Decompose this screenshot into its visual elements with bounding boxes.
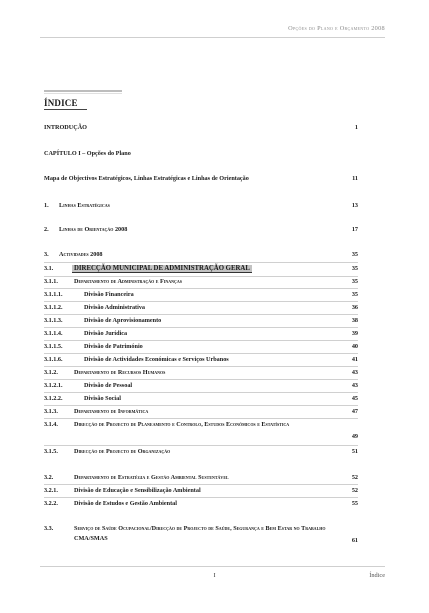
toc-entry-page: 36 — [351, 304, 358, 311]
toc-entry-number: 3. — [44, 251, 49, 258]
toc-entry-page: 45 — [351, 395, 358, 402]
toc-entry-3-1-1-5[interactable] — [44, 342, 358, 352]
toc-entry-3-1-1-1[interactable] — [44, 290, 358, 300]
toc-entry-3-2-1[interactable] — [44, 486, 358, 496]
toc-entry-number: 3.1. — [44, 265, 54, 272]
toc-entry-3-2-2[interactable] — [44, 499, 358, 509]
toc-heading: ÍNDICE — [44, 98, 78, 108]
toc-entry-number: 3.1.1.6. — [44, 356, 63, 363]
toc-entry-title: Divisão Jurídica — [84, 330, 128, 337]
toc-entry-page: 47 — [351, 408, 358, 415]
toc-entry-page: 41 — [351, 356, 358, 363]
toc-entry-title-highlighted: DIRECÇÃO MUNICIPAL DE ADMINISTRAÇÃO GERAL — [74, 265, 250, 272]
row-separator — [44, 366, 358, 367]
toc-entry-page: 35 — [351, 265, 358, 272]
toc-entry-3-1-3[interactable] — [44, 407, 358, 417]
row-separator — [44, 262, 358, 263]
toc-entry-3-1-2[interactable] — [44, 368, 358, 378]
toc-entry-page: 17 — [351, 226, 358, 233]
toc-entry-number: 3.1.1.1. — [44, 291, 63, 298]
toc-entry-page: 11 — [352, 175, 358, 182]
toc-entry-number: 3.1.1.3. — [44, 317, 63, 324]
toc-entry-title: Linhas Estratégicas — [59, 202, 110, 209]
toc-entry-title: Divisão de Actividades Económicas e Serviços Urbanos — [84, 356, 229, 363]
toc-entry-number: 3.1.3. — [44, 408, 58, 415]
toc-entry-title: Actividades 2008 — [59, 251, 103, 258]
toc-entry-title: Departamento de Recursos Humanos — [74, 369, 166, 376]
toc-entry-number: 3.1.1.2. — [44, 304, 63, 311]
toc-entry-introducao[interactable] — [44, 123, 358, 133]
toc-entry-3-1-1[interactable] — [44, 277, 358, 287]
toc-entry-capitulo-1[interactable] — [44, 149, 358, 159]
toc-entry-3-1-1-2[interactable] — [44, 303, 358, 313]
row-separator — [44, 327, 358, 328]
row-separator — [44, 405, 358, 406]
toc-entry-title: Mapa de Objectivos Estratégicos, Linhas Estratégicas e Linhas de Orientação — [44, 175, 249, 182]
toc-entry-title: Divisão Financeira — [84, 291, 134, 298]
header-rule — [40, 37, 385, 38]
footer-label: Índice — [369, 572, 385, 579]
toc-entry-title: Direcção de Projecto de Organização — [74, 448, 171, 455]
footer-rule — [40, 566, 385, 567]
toc-entry-page: 55 — [351, 500, 358, 507]
toc-entry-number: 3.3. — [44, 525, 54, 532]
toc-entry-number: 3.1.4. — [44, 421, 58, 428]
toc-entry-page: 51 — [351, 448, 358, 455]
toc-entry-page: 43 — [351, 382, 358, 389]
toc-entry-number: 3.1.2.2. — [44, 395, 63, 402]
row-separator — [44, 484, 358, 485]
row-separator — [44, 301, 358, 302]
toc-entry-3-3[interactable] — [44, 524, 358, 546]
footer-page-number: I — [213, 572, 216, 579]
toc-entry-2[interactable] — [44, 225, 358, 235]
row-separator — [44, 418, 358, 419]
toc-entry-page: 52 — [351, 487, 358, 494]
toc-entry-page: 40 — [351, 343, 358, 350]
toc-entry-page: 38 — [351, 317, 358, 324]
toc-entry-page: 39 — [351, 330, 358, 337]
toc-entry-title: Divisão Social — [84, 395, 121, 402]
toc-entry-page: 52 — [351, 474, 358, 481]
toc-entry-3-1-5[interactable] — [44, 447, 358, 457]
toc-entry-page: 61 — [351, 537, 358, 544]
toc-entry-title: Linhas de Orientação 2008 — [59, 226, 128, 233]
running-header: Opções do Plano e Orçamento 2008 — [288, 25, 385, 32]
toc-entry-number: 1. — [44, 202, 49, 209]
toc-entry-3-2[interactable] — [44, 473, 358, 483]
row-separator — [44, 353, 358, 354]
row-separator — [44, 314, 358, 315]
toc-entry-number: 3.1.1.4. — [44, 330, 63, 337]
toc-entry-number: 2. — [44, 226, 49, 233]
row-separator — [44, 288, 358, 289]
row-separator — [44, 445, 358, 446]
toc-entry-3-1-1-6[interactable] — [44, 355, 358, 365]
toc-entry-number: 3.1.2. — [44, 369, 58, 376]
row-separator — [44, 379, 358, 380]
toc-entry-title: Divisão de Aprovisionamento — [84, 317, 162, 324]
toc-entry-number: 3.1.1.5. — [44, 343, 63, 350]
toc-entry-number: 3.2.1. — [44, 487, 58, 494]
toc-entry-title: Divisão de Estudos e Gestão Ambiental — [74, 500, 177, 507]
decorative-rule — [44, 90, 122, 92]
toc-entry-3-1-4[interactable] — [44, 420, 358, 442]
toc-entry-title: Departamento de Administração e Finanças — [74, 278, 182, 285]
toc-entry-title: CAPÍTULO I – Opções do Plano — [44, 150, 131, 157]
toc-entry-3-1-2-2[interactable] — [44, 394, 358, 404]
toc-entry-title: Serviço de Saúde Ocupacional/Direcção de Projecto de Saúde, Segurança e Bem Estar no Trabalho CMA/SMAS — [74, 525, 326, 542]
toc-entry-page: 13 — [351, 202, 358, 209]
toc-entry-3-1-2-1[interactable] — [44, 381, 358, 391]
toc-entry-3-1[interactable] — [44, 264, 358, 274]
toc-entry-page: 35 — [351, 291, 358, 298]
row-separator — [44, 497, 358, 498]
toc-entry-page: 49 — [351, 433, 358, 440]
toc-entry-title: Divisão Administrativa — [84, 304, 146, 311]
toc-heading-underline — [44, 109, 87, 110]
toc-entry-page: 35 — [351, 278, 358, 285]
toc-entry-number: 3.2. — [44, 474, 54, 481]
toc-entry-page: 35 — [351, 251, 358, 258]
toc-entry-number: 3.1.2.1. — [44, 382, 63, 389]
toc-entry-3-1-1-3[interactable] — [44, 316, 358, 326]
toc-entry-title: Divisão de Pessoal — [84, 382, 133, 389]
toc-entry-number: 3.1.1. — [44, 278, 58, 285]
toc-entry-page: 1 — [354, 124, 358, 131]
toc-entry-3-1-1-4[interactable] — [44, 329, 358, 339]
toc-entry-number: 3.2.2. — [44, 500, 58, 507]
row-separator — [44, 392, 358, 393]
toc-entry-mapa-objectivos[interactable] — [44, 174, 358, 184]
toc-entry-title: Departamento de Informática — [74, 408, 149, 415]
toc-entry-title: INTRODUÇÃO — [44, 124, 87, 131]
toc-entry-title: Divisão de Educação e Sensibilização Ambiental — [74, 487, 201, 494]
toc-entry-title: Divisão de Património — [84, 343, 143, 350]
decorative-rule-shadow — [44, 93, 122, 94]
toc-entry-page: 43 — [351, 369, 358, 376]
row-separator — [44, 340, 358, 341]
toc-entry-title: Departamento de Estratégia e Gestão Ambiental Sustentável — [74, 474, 229, 481]
toc-entry-number: 3.1.5. — [44, 448, 58, 455]
toc-entry-title: Direcção de Projecto de Planeamento e Controlo, Estudos Económicos e Estatística — [74, 421, 290, 428]
toc-entry-1[interactable] — [44, 201, 358, 211]
toc-entry-3[interactable] — [44, 250, 358, 260]
